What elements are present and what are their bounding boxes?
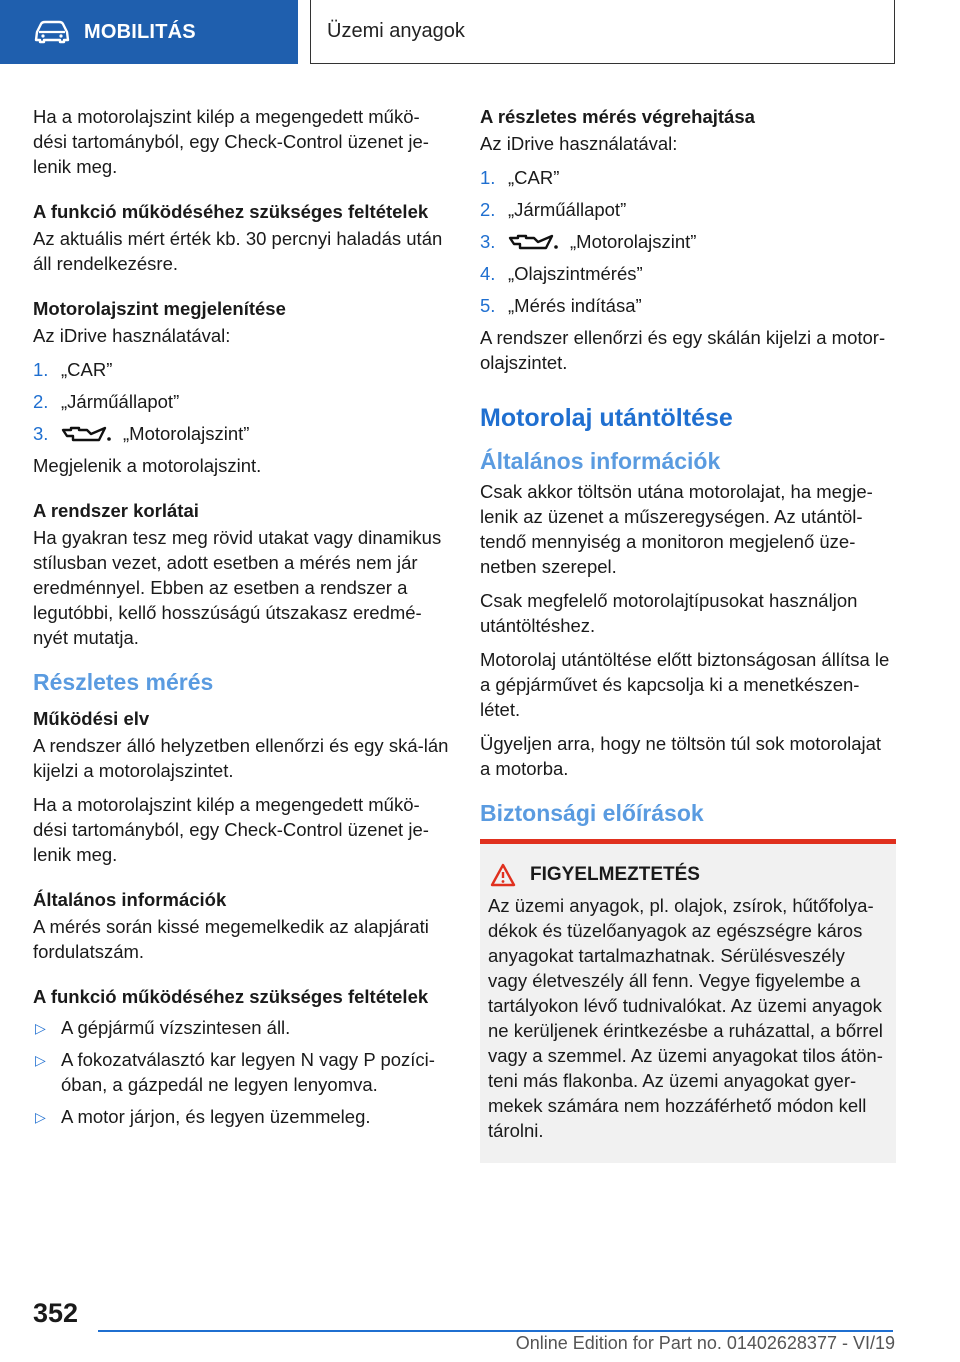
subheading: Motorolajszint megjelenítése xyxy=(33,298,286,319)
section-header xyxy=(0,0,298,64)
step-number: 2. xyxy=(33,391,49,412)
subheading: Működési elv xyxy=(33,708,150,730)
bullet-text: A gépjármű vízszintesen áll. xyxy=(61,1017,291,1039)
bullet-triangle-icon: ▷ xyxy=(35,1109,46,1126)
step-number: 1. xyxy=(480,167,496,188)
step-text: „Motorolajszint” xyxy=(123,423,250,444)
bullet-triangle-icon: ▷ xyxy=(35,1052,46,1069)
list-item xyxy=(480,197,896,222)
paragraph: Csak akkor töltsön utána motorolajat, ha megje-lenik az üzenet a műszeregységen. Az utántöl-tendő mennyiség a monitoron megjelenő üze-netben szerepel. xyxy=(480,481,873,578)
bullet-list xyxy=(33,1015,451,1129)
warning-box xyxy=(480,839,896,1163)
right-column xyxy=(480,104,896,1163)
subheading: A részletes mérés végrehajtása xyxy=(480,106,755,127)
paragraph: A rendszer álló helyzetben ellenőrzi és egy ská-lán kijelzi a motorolajszintet. xyxy=(33,735,449,782)
subheading: A rendszer korlátai xyxy=(33,500,199,522)
paragraph: Ha gyakran tesz meg rövid utakat vagy dinamikus stílusban vezet, adott esetben a mérés nem jár eredménnyel. Ebben az esetben a rendszer a legutóbbi, kellő hosszúságú útszakasz eredmé-nyét mutatja. xyxy=(33,527,442,649)
step-number: 2. xyxy=(480,199,496,220)
paragraph: Ha a motorolajszint kilép a megengedett műkö-dési tartományból, egy Check-Control üzenet je-lenik meg. xyxy=(33,794,429,866)
step-text: „Járműállapot” xyxy=(61,391,180,412)
list-item xyxy=(33,389,451,414)
step-text: „Járműállapot” xyxy=(508,199,627,220)
footer-edition: Online Edition for Part no. 01402628377 - VI/19 xyxy=(515,1333,895,1353)
bullet-text: A fokozatválasztó kar legyen N vagy P pozíci-óban, a gázpedál ne legyen lenyomva. xyxy=(61,1049,435,1096)
step-number: 4. xyxy=(480,263,496,285)
list-item xyxy=(480,229,896,254)
footer-divider xyxy=(98,1330,893,1332)
section-heading: Részletes mérés xyxy=(33,669,214,696)
bullet-triangle-icon: ▷ xyxy=(35,1020,46,1037)
page-number: 352 xyxy=(33,1298,79,1328)
step-number: 5. xyxy=(480,295,496,317)
page-title: Üzemi anyagok xyxy=(327,20,465,42)
steps-list xyxy=(480,165,896,318)
steps-list xyxy=(33,357,451,446)
step-text: „Motorolajszint” xyxy=(570,231,697,252)
paragraph: Az iDrive használatával: xyxy=(480,133,678,154)
warning-text: Az üzemi anyagok, pl. olajok, zsírok, hűtőfolya-dékok és tüzelőanyagok az egészségre káros anyagokat tartalmazhatnak. Sérülésveszély vagy életveszély áll fenn. Vegye figyelembe a tartályokon lévő tudnivalókat. Az üzemi anyagok ne kerüljenek érintkezésbe a ruházattal, a bőrrel vagy a szemmel. Az üzemi anyagokat tilos átön-teni más flakonba. Az üzemi anyagokat gyer-mekek számára nem hozzáférhető módon kell tárolni. xyxy=(488,895,883,1142)
list-item xyxy=(480,165,896,190)
section-heading: Általános információk xyxy=(480,448,721,475)
paragraph: Motorolaj utántöltése előtt biztonságosan állítsa le a gépjárművet és kapcsolja ki a menetkészen-létet. xyxy=(480,649,890,721)
chapter-heading: Motorolaj utántöltése xyxy=(480,404,733,433)
warning-title xyxy=(488,862,888,887)
step-number: 1. xyxy=(33,359,49,380)
list-item xyxy=(33,357,451,382)
list-item xyxy=(480,261,896,286)
list-item xyxy=(33,1015,451,1040)
subheading: Általános információk xyxy=(33,889,227,911)
paragraph: Ügyeljen arra, hogy ne töltsön túl sok motorolajat a motorba. xyxy=(480,733,882,780)
warning-triangle-icon xyxy=(490,863,516,887)
oil-can-icon xyxy=(508,232,560,254)
paragraph: Az aktuális mért érték kb. 30 percnyi haladás után áll rendelkezésre. xyxy=(33,228,443,274)
paragraph: Megjelenik a motorolajszint. xyxy=(33,455,262,477)
list-item xyxy=(480,293,896,318)
subheading: A funkció működéséhez szükséges feltételek xyxy=(33,201,429,222)
paragraph: A rendszer ellenőrzi és egy skálán kijelzi a motor-olajszintet. xyxy=(480,327,886,374)
warning-title-text: FIGYELMEZTETÉS xyxy=(530,864,700,886)
oil-can-icon xyxy=(61,424,113,446)
section-heading: Biztonsági előírások xyxy=(480,800,704,827)
paragraph: Ha a motorolajszint kilép a megengedett műkö-dési tartományból, egy Check-Control üzenet je-lenik meg. xyxy=(33,106,429,177)
step-number: 3. xyxy=(480,231,496,252)
bullet-text: A motor járjon, és legyen üzemmeleg. xyxy=(61,1106,371,1128)
page-header xyxy=(310,0,895,64)
paragraph: Az iDrive használatával: xyxy=(33,325,231,346)
step-text: „Mérés indítása” xyxy=(508,295,642,317)
car-icon xyxy=(34,20,70,44)
left-column xyxy=(33,104,451,1136)
step-text: „CAR” xyxy=(508,167,560,188)
list-item xyxy=(33,1047,451,1097)
step-number: 3. xyxy=(33,423,49,444)
paragraph: A mérés során kissé megemelkedik az alapjárati fordulatszám. xyxy=(33,916,429,963)
paragraph: Csak megfelelő motorolajtípusokat használjon utántöltéshez. xyxy=(480,590,858,637)
subheading: A funkció működéséhez szükséges feltételek xyxy=(33,986,429,1008)
list-item xyxy=(33,1104,451,1129)
list-item xyxy=(33,421,451,446)
section-title: MOBILITÁS xyxy=(84,20,196,43)
step-text: „Olajszintmérés” xyxy=(508,263,643,285)
step-text: „CAR” xyxy=(61,359,113,380)
